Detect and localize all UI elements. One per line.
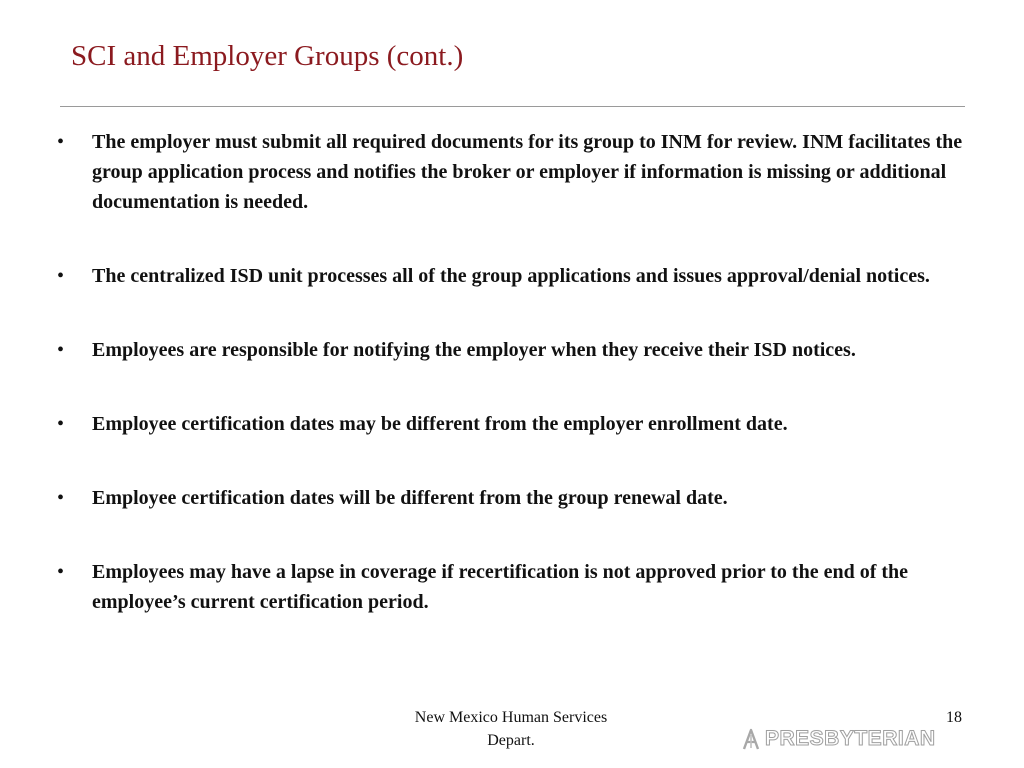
presbyterian-cross-icon (740, 727, 762, 751)
footer-organization-line1: New Mexico Human Services (414, 709, 608, 726)
presbyterian-logo (740, 725, 936, 753)
footer-organization (381, 706, 641, 752)
bullet-marker: • (57, 413, 65, 435)
page-number: 18 (946, 709, 962, 726)
bullet-item (57, 483, 987, 513)
bullet-item (57, 409, 987, 439)
bullet-item (57, 127, 987, 217)
bullet-list (57, 127, 987, 617)
bullet-text: Employees may have a lapse in coverage if recertification is not approved prior to the end of the employee’s current certification period. (92, 561, 909, 613)
bullet-text: The centralized ISD unit processes all of the group applications and issues approval/denial notices. (92, 265, 930, 287)
bullet-text: Employees are responsible for notifying the employer when they receive their ISD notices. (92, 339, 856, 361)
bullet-marker: • (57, 265, 65, 287)
bullet-text: Employee certification dates may be different from the employer enrollment date. (92, 413, 788, 435)
bullet-item (57, 261, 987, 291)
bullet-item (57, 335, 987, 365)
bullet-text: Employee certification dates will be different from the group renewal date. (92, 487, 728, 509)
title-divider (60, 106, 965, 107)
bullet-marker: • (57, 131, 65, 153)
logo-text: PRESBYTERIAN (765, 727, 936, 750)
bullet-marker: • (57, 487, 65, 509)
footer-organization-line2: Depart. (487, 732, 535, 749)
bullet-item (57, 557, 987, 617)
bullet-marker: • (57, 561, 65, 583)
slide-title: SCI and Employer Groups (cont.) (71, 40, 464, 72)
bullet-text: The employer must submit all required documents for its group to INM for review. INM facilitates the group application process and notifies the broker or employer if information is missing or additional documentation is needed. (92, 131, 963, 213)
bullet-marker: • (57, 339, 65, 361)
